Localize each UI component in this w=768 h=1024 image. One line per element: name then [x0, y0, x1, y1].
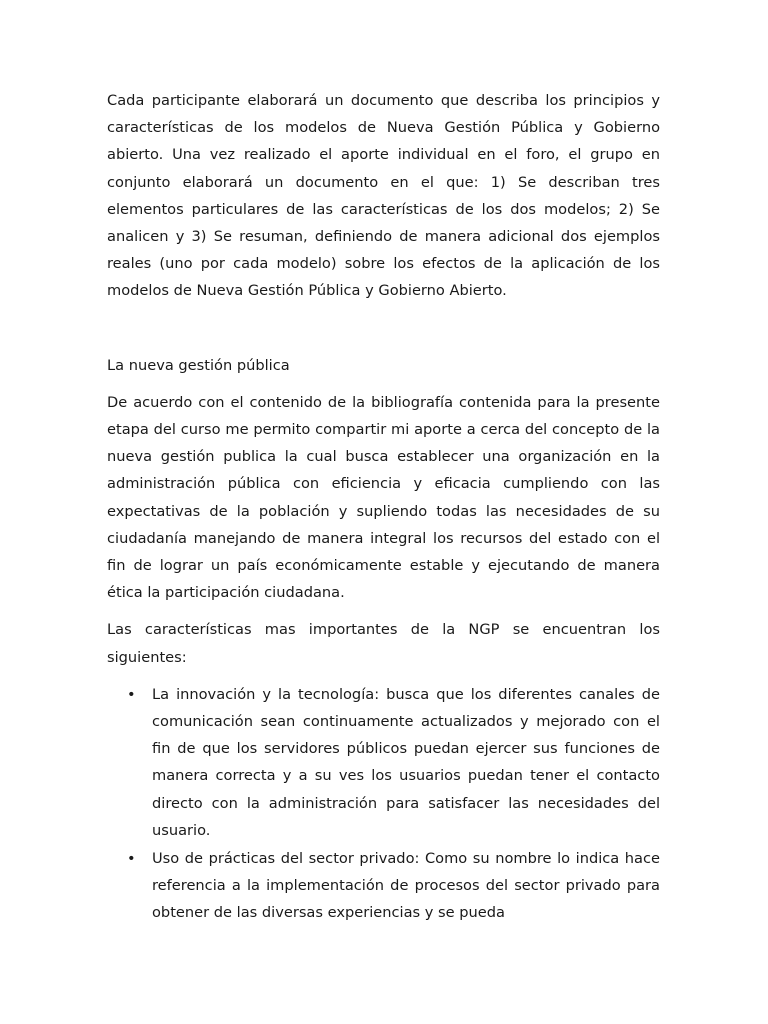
ngp-definition-paragraph: De acuerdo con el contenido de la bibliografía contenida para la presente etapa del curso me permito compartir mi aporte a cerca del concepto de la nueva gestión publica la cual busca establecer una organización en la administración pública con eficiencia y eficacia cumpliendo con las expectativas de la población y supliendo todas las necesidades de su ciudadanía manejando de manera integral los recursos del estado con el fin de lograr un país económicamente estable y ejecutando de manera ética la participación ciudadana. [107, 393, 660, 602]
list-item [107, 681, 660, 844]
bullet-icon: • [127, 685, 136, 703]
bullet-icon: • [127, 850, 136, 868]
list-item [107, 845, 660, 927]
section-heading: La nueva gestión pública [107, 356, 290, 374]
features-intro-paragraph: Las características mas importantes de la NGP se encuentran los siguientes: [107, 621, 660, 666]
list-item-text: Uso de prácticas del sector privado: Como su nombre lo indica hace referencia a la implementación de procesos del sector privado para obtener de las diversas experiencias y se pueda [152, 850, 660, 922]
list-item-text: La innovación y la tecnología: busca que los diferentes canales de comunicación sean continuamente actualizados y mejorado con el fin de que los servidores públicos puedan ejercer sus funciones de manera correcta y a su ves los usuarios puedan tener el contacto directo con la administración para satisfacer las necesidades del usuario. [152, 685, 660, 839]
document-page [107, 87, 660, 928]
intro-paragraph: Cada participante elaborará un documento que describa los principios y características de los modelos de Nueva Gestión Pública y Gobierno abierto. Una vez realizado el aporte individual en el foro, el grupo en conjunto elaborará un documento en el que: 1) Se describan tres elementos particulares de las características de los dos modelos; 2) Se analicen y 3) Se resuman, definiendo de manera adicional dos ejemplos reales (uno por cada modelo) sobre los efectos de la aplicación de los modelos de Nueva Gestión Pública y Gobierno Abierto. [107, 92, 660, 300]
features-list [107, 681, 660, 927]
